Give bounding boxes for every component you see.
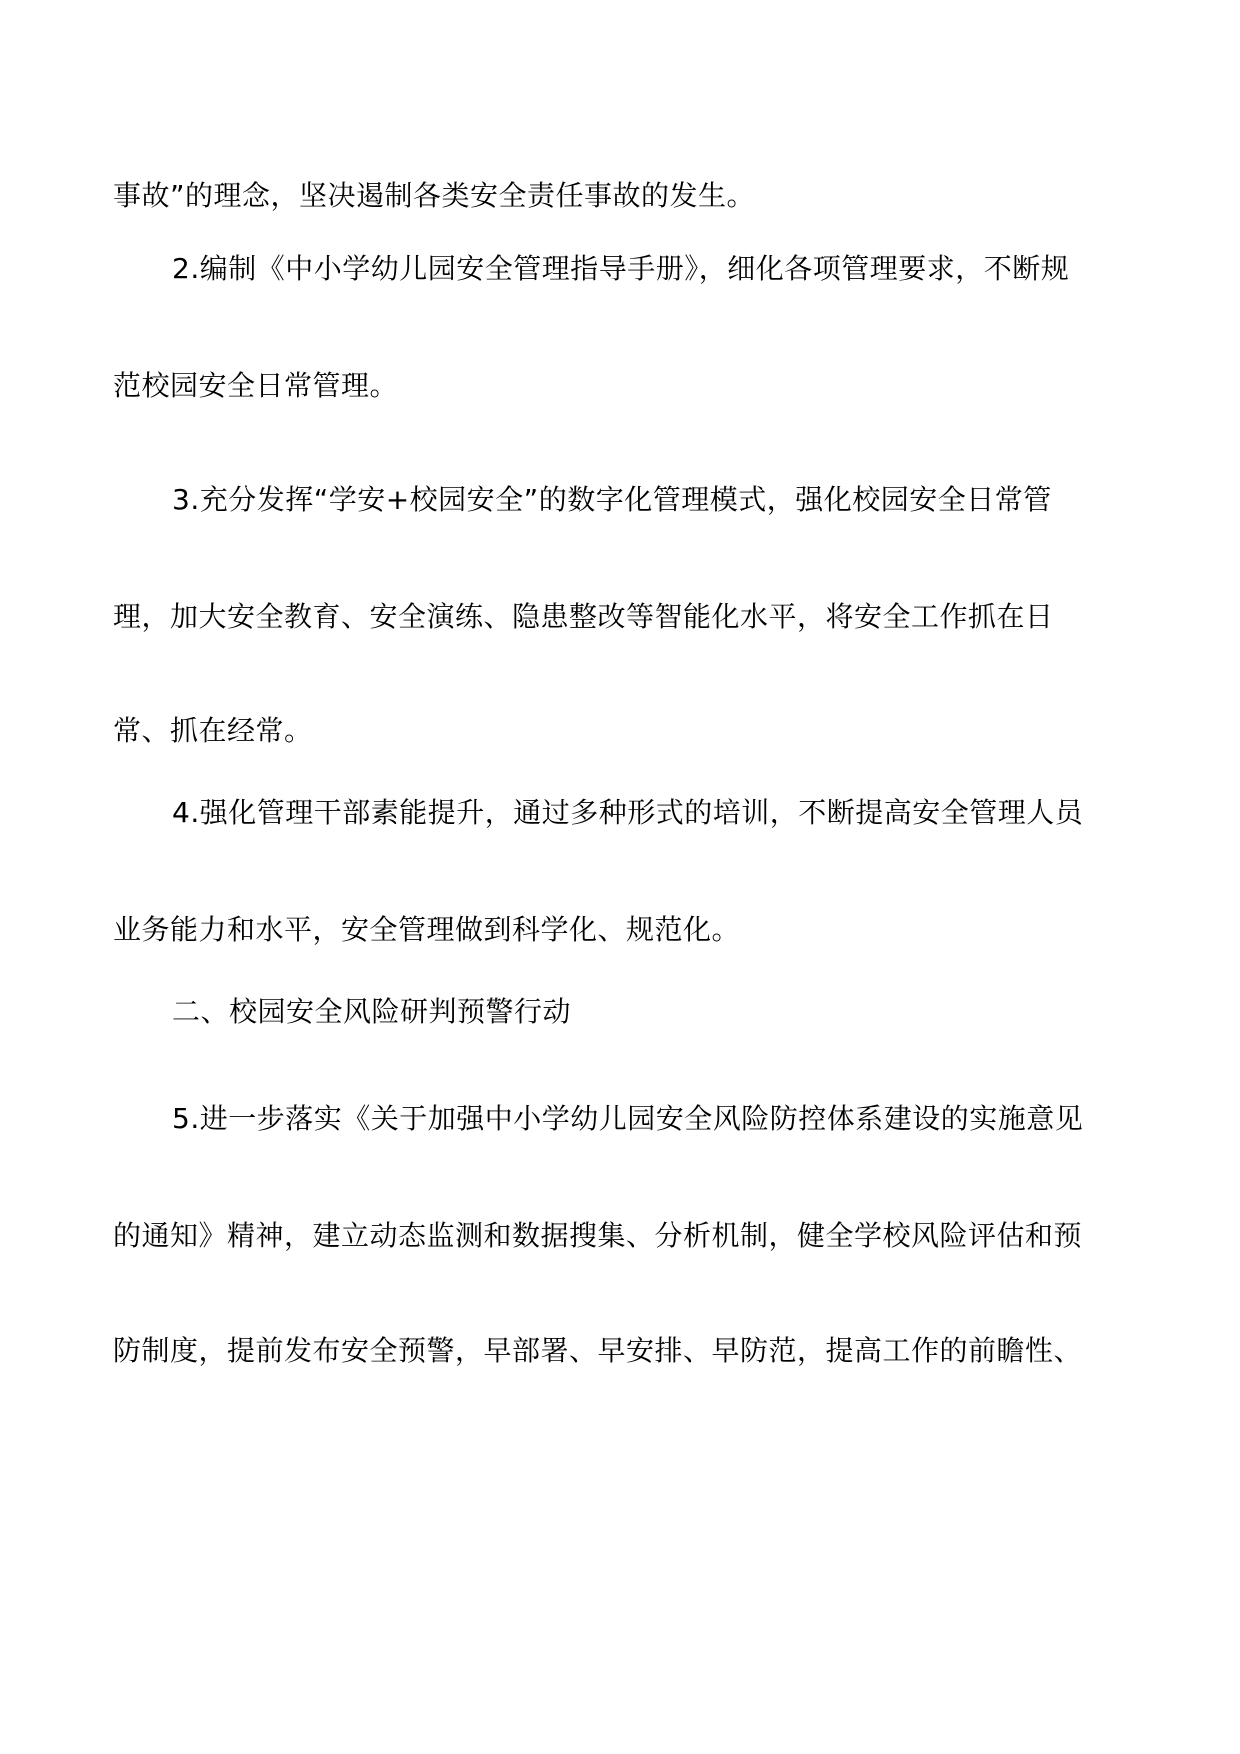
paragraph-2-line-1: 2.编制《中小学幼儿园安全管理指导手册》，细化各项管理要求，不断规 bbox=[172, 252, 1070, 285]
paragraph-4-line-2: 业务能力和水平，安全管理做到科学化、规范化。 bbox=[113, 913, 741, 946]
paragraph-3-line-2: 理，加大安全教育、安全演练、隐患整改等智能化水平，将安全工作抓在日 bbox=[113, 600, 1054, 633]
paragraph-4-line-1: 4.强化管理干部素能提升，通过多种形式的培训，不断提高安全管理人员 bbox=[172, 796, 1084, 829]
paragraph-5-line-2: 的通知》精神，建立动态监测和数据搜集、分析机制，健全学校风险评估和预 bbox=[113, 1219, 1083, 1252]
paragraph-5-line-1: 5.进一步落实《关于加强中小学幼儿园安全风险防控体系建设的实施意见 bbox=[172, 1102, 1084, 1135]
paragraph-3-line-3: 常、抓在经常。 bbox=[113, 714, 313, 747]
paragraph-2-line-2: 范校园安全日常管理。 bbox=[113, 369, 399, 402]
paragraph-5-line-3: 防制度，提前发布安全预警，早部署、早安排、早防范，提高工作的前瞻性、 bbox=[113, 1334, 1083, 1367]
paragraph-line-continuation: 事故”的理念，坚决遏制各类安全责任事故的发生。 bbox=[113, 179, 756, 212]
section-heading: 二、校园安全风险研判预警行动 bbox=[172, 995, 572, 1028]
paragraph-3-line-1: 3.充分发挥“学安+校园安全”的数字化管理模式，强化校园安全日常管 bbox=[172, 483, 1052, 516]
